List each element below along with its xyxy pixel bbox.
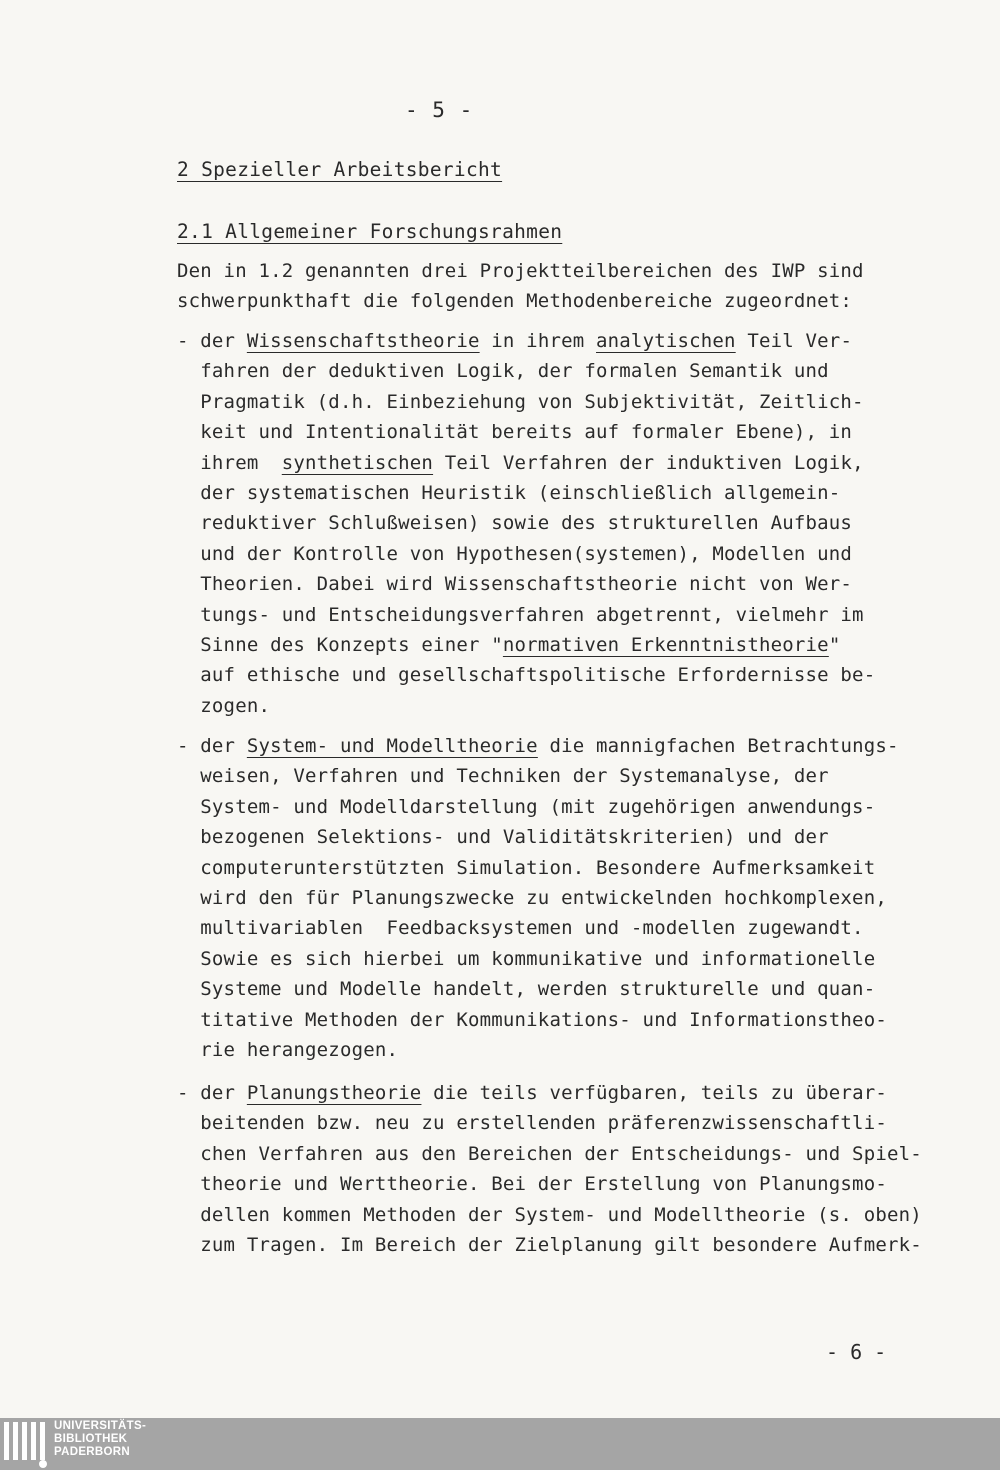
text-segment: " (828, 634, 841, 656)
text-segment: System- und Modelldarstellung (mit zugehörigen anwendungs- (177, 795, 876, 818)
text-line (177, 543, 852, 565)
text-segment: Sowie es sich hierbei um kommunikative und informationelle (177, 947, 876, 970)
text-segment: rie herangezogen. (177, 1039, 399, 1061)
intro-line: schwerpunkthaft die folgenden Methodenbereiche zugeordnet: (177, 290, 853, 313)
text-line (177, 1082, 887, 1104)
text-line (177, 857, 875, 879)
text-segment: zum Tragen. Im Bereich der Zielplanung gilt besondere Aufmerk- (177, 1234, 922, 1256)
underlined-term: Planungstheorie (246, 1082, 422, 1104)
section-title-text: 2 Spezieller Arbeitsbericht (177, 158, 503, 181)
text-line (177, 330, 852, 352)
text-line (177, 948, 875, 970)
text-line (177, 360, 829, 382)
text-segment: in ihrem (479, 330, 597, 352)
text-segment: ihrem (177, 451, 282, 474)
text-segment: bezogenen Selektions- und Validitätskriterien) und der (177, 826, 829, 849)
text-line (177, 573, 852, 595)
text-line (177, 917, 864, 939)
text-line (177, 482, 840, 504)
text-segment: zogen. (177, 694, 271, 717)
text-line (177, 1009, 887, 1031)
text-segment: auf ethische und gesellschaftspolitische Erfordernisse be- (177, 664, 876, 687)
text-segment: fahren der deduktiven Logik, der formalen Semantik und (177, 360, 829, 383)
subsection-title-text: 2.1 Allgemeiner Forschungsrahmen (177, 220, 563, 243)
library-logo-bars-icon (4, 1422, 45, 1466)
text-segment: der systematischen Heuristik (einschließlich allgemein- (177, 482, 841, 504)
underlined-term: normativen Erkenntnistheorie (502, 634, 829, 656)
text-line (177, 765, 829, 787)
text-line (177, 1039, 398, 1061)
text-segment: tungs- und Entscheidungsverfahren abgetrennt, vielmehr im (177, 603, 864, 626)
library-logo-line: BIBLIOTHEK (54, 1433, 128, 1445)
library-footer (0, 1418, 1000, 1470)
text-segment: dellen kommen Methoden der System- und Modelltheorie (s. oben) (177, 1203, 922, 1226)
text-segment: Sinne des Konzepts einer " (177, 634, 503, 656)
text-line (177, 735, 899, 757)
text-segment: keit und Intentionalität bereits auf formaler Ebene), in (177, 421, 853, 444)
text-segment: chen Verfahren aus den Bereichen der Entscheidungs- und Spiel- (177, 1142, 922, 1165)
text-line (177, 421, 852, 443)
text-segment: und der Kontrolle von Hypothesen(systemen), Modellen und (177, 542, 853, 565)
page-number: - 5 - (405, 98, 474, 122)
text-segment: - der (177, 735, 247, 757)
text-line (177, 452, 864, 474)
text-line (177, 604, 864, 626)
text-segment: wird den für Planungszwecke zu entwickelnden hochkomplexen, (177, 887, 887, 909)
text-segment: die mannigfachen Betrachtungs- (537, 735, 899, 757)
section-title (177, 158, 502, 181)
text-line (177, 695, 270, 717)
text-segment: Teil Verfahren der induktiven Logik, (433, 451, 864, 474)
text-segment: weisen, Verfahren und Techniken der Systemanalyse, der (177, 765, 829, 788)
text-line (177, 512, 852, 534)
text-line (177, 664, 875, 686)
text-line (177, 634, 840, 656)
text-segment: - der (177, 330, 247, 352)
text-line (177, 887, 887, 909)
text-line (177, 1234, 922, 1256)
subsection-title (177, 220, 562, 243)
library-logo (54, 1420, 146, 1459)
text-line (177, 826, 829, 848)
library-logo-line: UNIVERSITÄTS- (54, 1420, 147, 1432)
text-line (177, 1143, 922, 1165)
text-segment: Theorien. Dabei wird Wissenschaftstheorie nicht von Wer- (177, 573, 853, 596)
text-segment: Systeme und Modelle handelt, werden strukturelle und quan- (177, 978, 876, 1001)
library-logo-line: PADERBORN (54, 1446, 130, 1458)
text-line (177, 1173, 887, 1195)
text-line (177, 1112, 887, 1134)
underlined-term: analytischen (596, 330, 736, 352)
text-segment: reduktiver Schlußweisen) sowie des strukturellen Aufbaus (177, 512, 853, 535)
text-segment: titative Methoden der Kommunikations- und Informationstheo- (177, 1008, 887, 1031)
underlined-term: synthetischen (281, 451, 434, 474)
text-segment: Teil Ver- (735, 330, 853, 352)
text-segment: Pragmatik (d.h. Einbeziehung von Subjektivität, Zeitlich- (177, 390, 864, 413)
text-segment: theorie und Werttheorie. Bei der Erstellung von Planungsmo- (177, 1173, 887, 1196)
logo-dot-icon (39, 1460, 47, 1468)
underlined-term: System- und Modelltheorie (246, 735, 538, 757)
next-page-number: - 6 - (826, 1340, 887, 1364)
text-line (177, 978, 875, 1000)
intro-line: Den in 1.2 genannten drei Projektteilbereichen des IWP sind (177, 260, 864, 282)
underlined-term: Wissenschaftstheorie (246, 330, 480, 352)
text-segment: die teils verfügbaren, teils zu überar- (421, 1082, 887, 1104)
text-segment: computerunterstützten Simulation. Besondere Aufmerksamkeit (177, 856, 876, 879)
text-segment: - der (177, 1082, 247, 1104)
text-line (177, 391, 864, 413)
text-line (177, 796, 875, 818)
text-segment: multivariablen Feedbacksystemen und -modellen zugewandt. (177, 917, 864, 940)
text-segment: beitenden bzw. neu zu erstellenden präferenzwissenschaftli- (177, 1112, 887, 1135)
text-line (177, 1204, 922, 1226)
